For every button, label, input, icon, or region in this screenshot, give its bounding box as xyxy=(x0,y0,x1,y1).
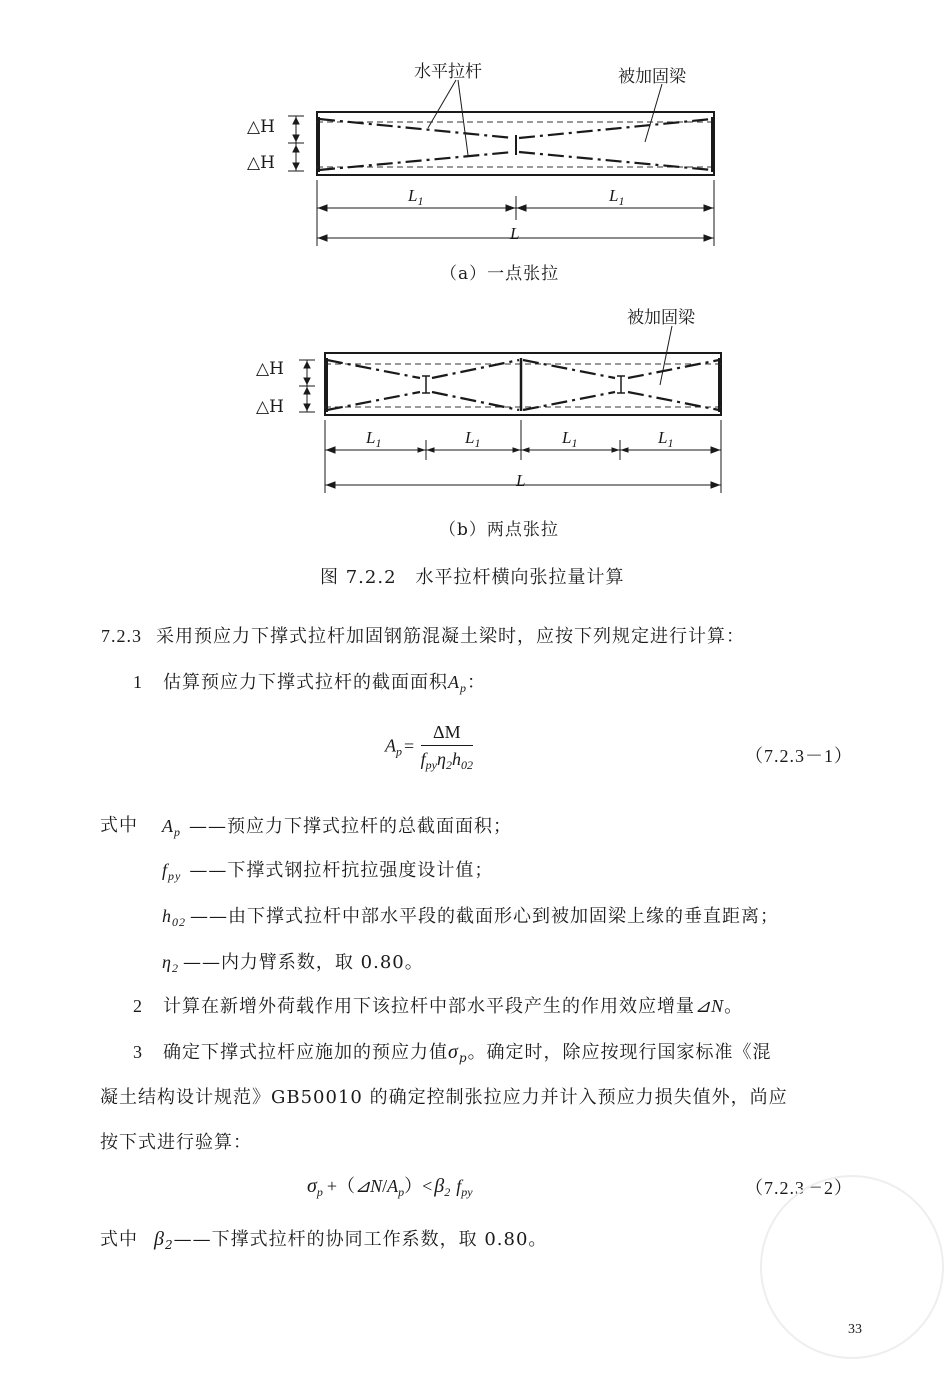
diagram-a xyxy=(0,0,950,260)
item-2: 2 计算在新增外荷载作用下该拉杆中部水平段产生的作用效应增量⊿N。 xyxy=(133,996,744,1017)
dim-delta-h-top: △H xyxy=(247,117,275,137)
figure-b-caption: （b）两点张拉 xyxy=(439,520,559,540)
def-eta2: $\eta_2$ ——内力臂系数，取 0.80。 xyxy=(162,952,424,975)
leader-tie-1 xyxy=(428,80,456,128)
callout-tie-label: 水平拉杆 xyxy=(414,62,482,82)
item-1-number: 1 xyxy=(133,672,143,692)
section-7-2-3 xyxy=(101,625,745,648)
dim-l1-right: $L_1$ xyxy=(609,186,625,208)
item-3-line-1: 3 确定下撑式拉杆应施加的预应力值$\sigma_p$。确定时，除应按现行国家标准《混 xyxy=(133,1041,772,1065)
where-1-lead: 式中 xyxy=(100,815,138,836)
dim-delta-h-bottom-b: △H xyxy=(256,397,284,417)
where-2: 式中 $\beta_2——$下撑式拉杆的协同工作系数，取 0.80。 xyxy=(100,1228,548,1252)
section-number: 7.2.3 xyxy=(101,626,142,646)
equation-7-2-3-1: $A_p$ = $\frac{\Delta M}{f_{py}\eta_2h_{02}}$ xyxy=(385,722,473,772)
item-3-line-2: 凝土结构设计规范》GB50010 的确定控制张拉应力并计入预应力损失值外，尚应 xyxy=(100,1087,788,1108)
item-3-line-3: 按下式进行验算： xyxy=(100,1132,252,1153)
figure-title: 图 7.2.2 水平拉杆横向张拉量计算 xyxy=(320,567,625,588)
dim-delta-h-bottom: △H xyxy=(247,153,275,173)
tie-rod-lower-left xyxy=(319,152,513,170)
equation-1-fraction: $\frac{\Delta M}{f_{py}\eta_2h_{02}}$ xyxy=(420,722,473,772)
dim-l1-seg1: $L_1$ xyxy=(366,428,382,450)
dim-l1-seg3: $L_1$ xyxy=(562,428,578,450)
leader-tie-2 xyxy=(458,80,468,155)
item-1: 1 估算预应力下撑式拉杆的截面面积$A_p$： xyxy=(133,672,486,695)
def-ap: $A_p$ ——预应力下撑式拉杆的总截面面积； xyxy=(162,816,512,839)
section-text: 采用预应力下撑式拉杆加固钢筋混凝土梁时，应按下列规定进行计算： xyxy=(156,626,745,647)
leader-beam-b xyxy=(660,326,672,385)
dim-l1-left: $L_1$ xyxy=(408,186,424,208)
dim-l1-seg4: $L_1$ xyxy=(658,428,674,450)
dim-l1-seg2: $L_1$ xyxy=(465,428,481,450)
page-number: 33 xyxy=(848,1322,862,1337)
dim-l-total: L xyxy=(510,224,520,243)
callout-beam-label-b: 被加固梁 xyxy=(627,308,695,328)
def-fpy: $f_{py}$ ——下撑式钢拉杆抗拉强度设计值； xyxy=(162,860,494,883)
equation-7-2-3-2: $\sigma_p$ $+(⊿N/A_p)< \beta_2$ $f_{py}$ xyxy=(307,1175,473,1199)
tie-rod-upper-left xyxy=(319,119,513,138)
figure-a xyxy=(0,0,950,290)
def-h02: $h_{02}$ ——由下撑式拉杆中部水平段的截面形心到被加固梁上缘的垂直距离； xyxy=(162,906,779,929)
figure-b xyxy=(0,290,950,550)
equation-2-number: （7.2.3－2） xyxy=(745,1178,853,1198)
item-1-symbol: $A_p$ xyxy=(448,672,467,695)
figure-a-caption: （a）一点张拉 xyxy=(440,264,560,284)
diagram-b xyxy=(0,290,950,500)
equation-1-number: （7.2.3－1） xyxy=(745,746,853,766)
item-1-text: 估算预应力下撑式拉杆的截面面积 xyxy=(163,672,448,693)
callout-beam-label: 被加固梁 xyxy=(618,67,686,87)
beam-outline-b xyxy=(325,353,721,415)
dim-l-total-b: L xyxy=(516,471,526,490)
dim-delta-h-top-b: △H xyxy=(256,359,284,379)
